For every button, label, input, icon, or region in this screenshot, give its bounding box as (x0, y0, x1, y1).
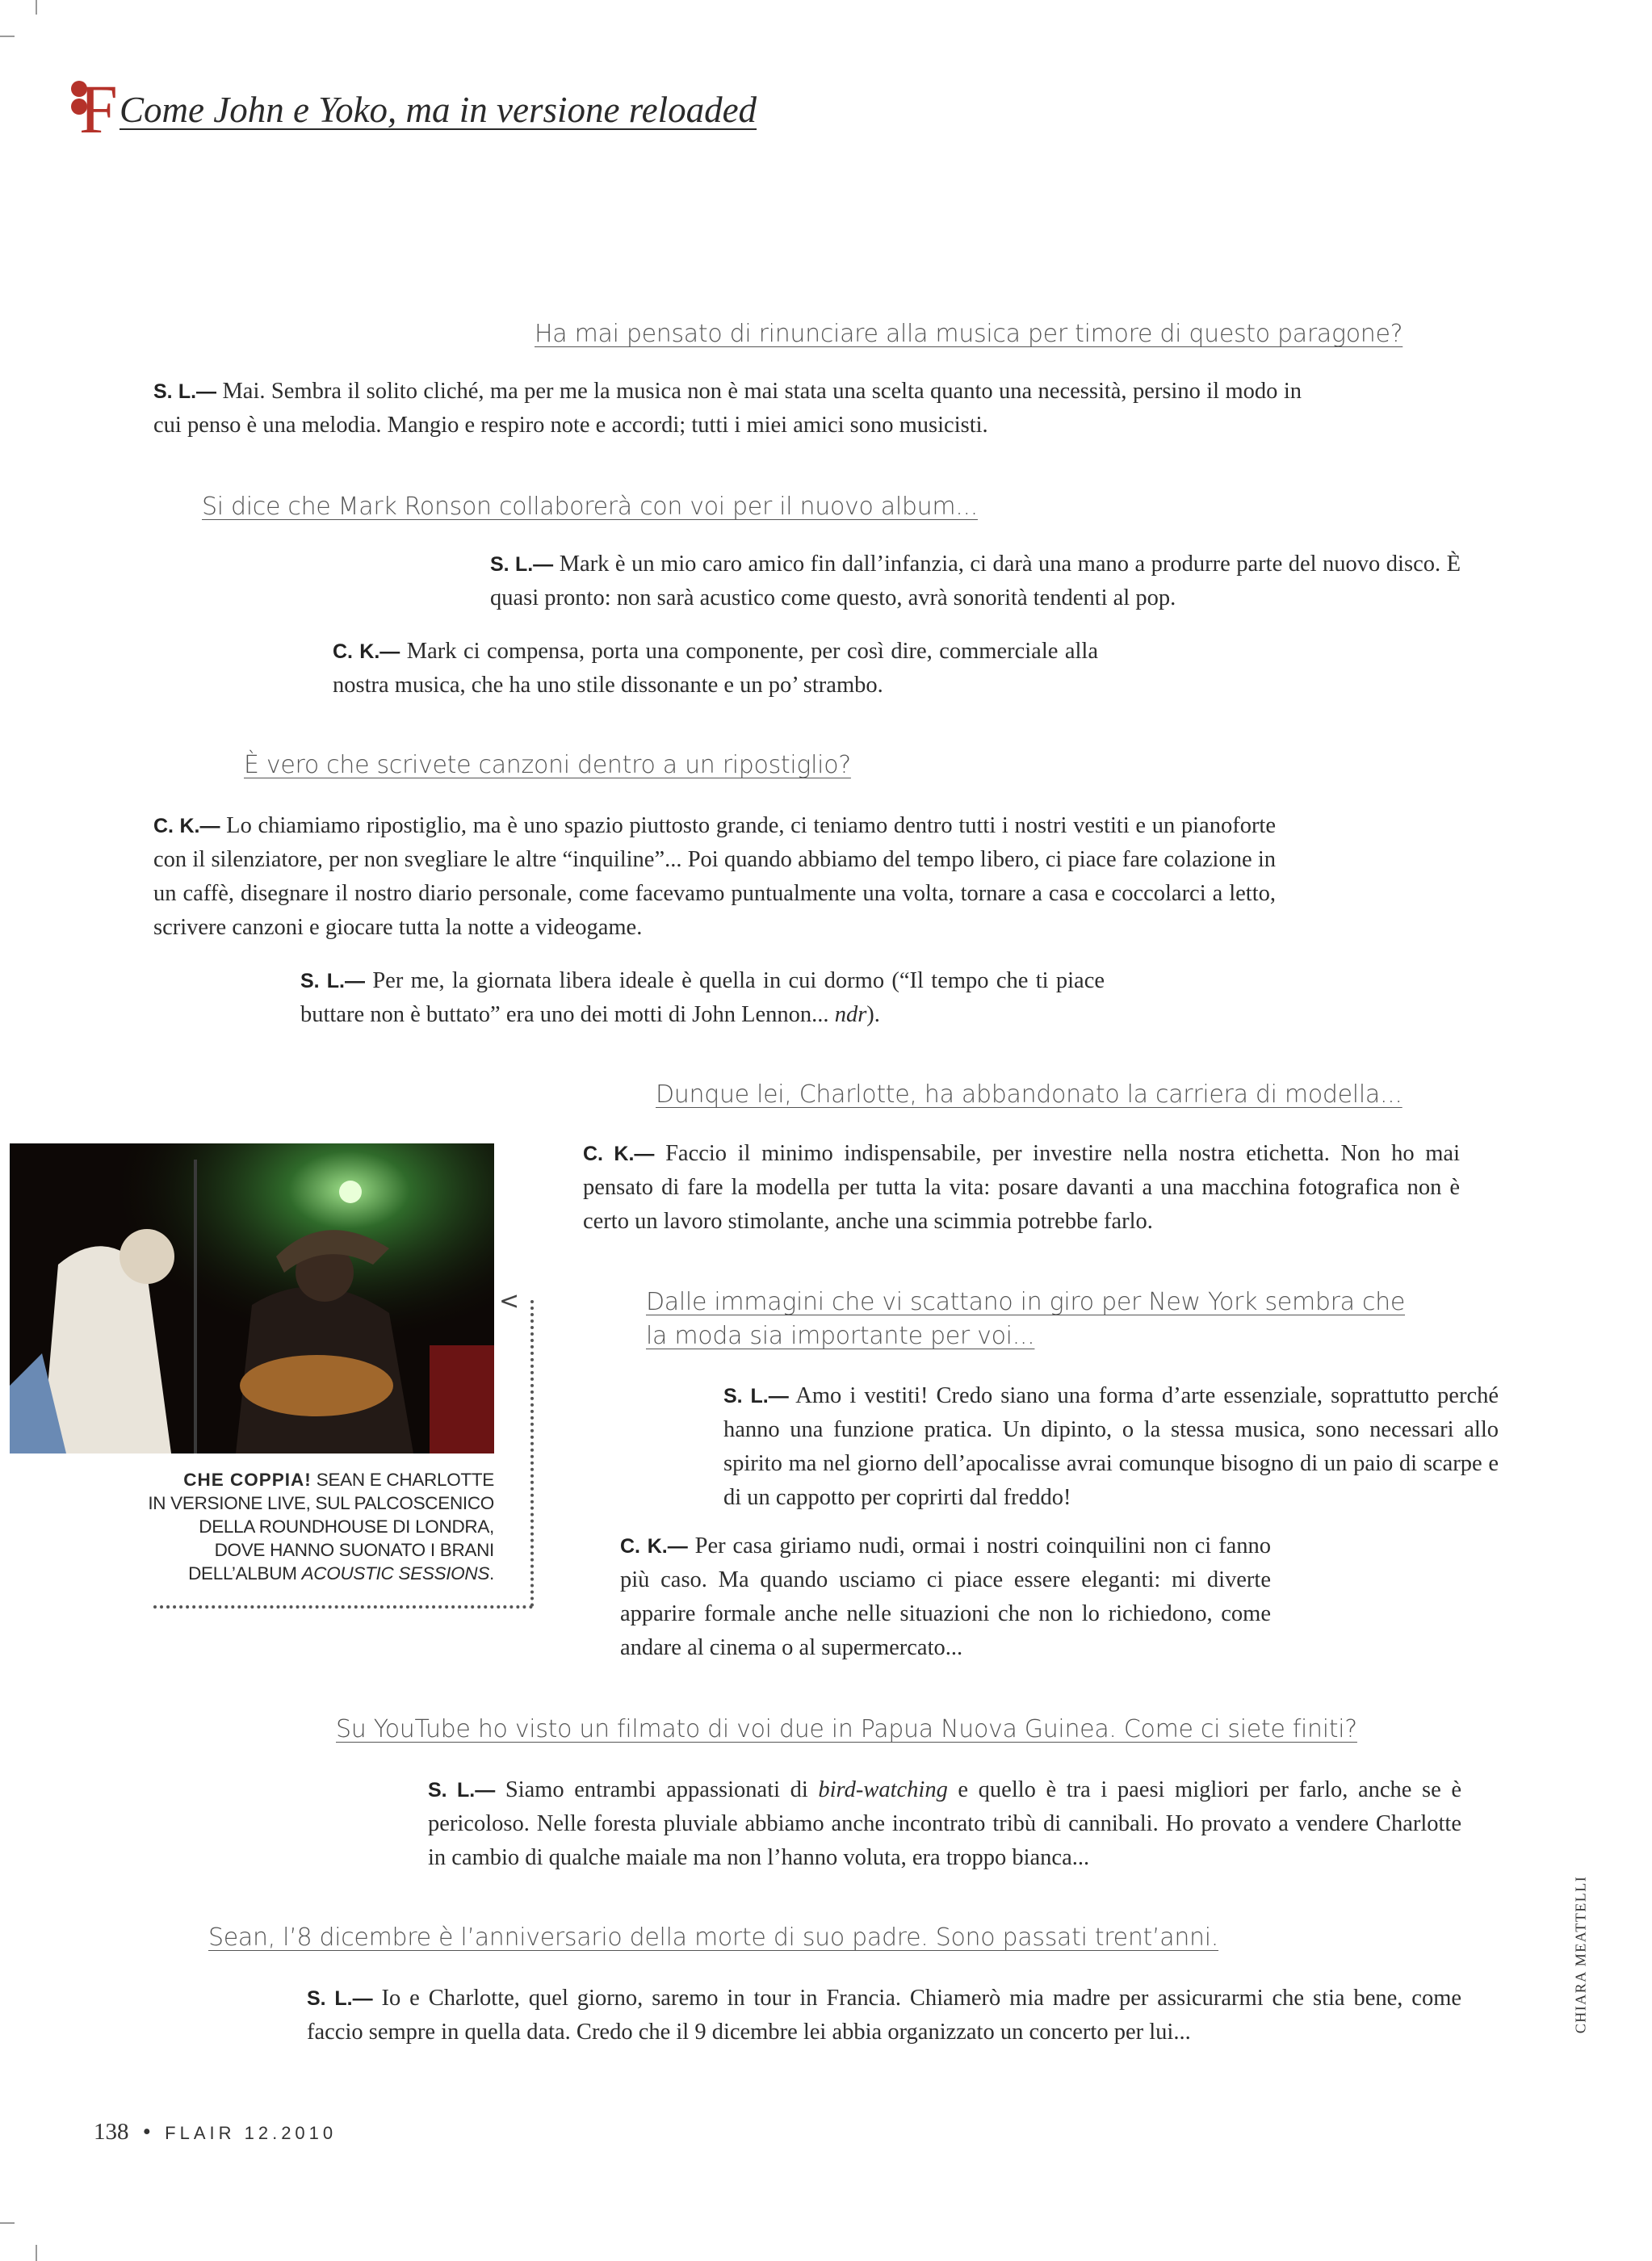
speaker-label: S. L.— (490, 553, 554, 576)
crop-mark (0, 2222, 15, 2224)
footer-bullet: • (142, 2119, 151, 2145)
photo-caption (121, 1468, 494, 1585)
answer-text: Per me, la giornata libera ideale è quella in cui dormo (“Il tempo che ti piace buttare non è buttato” era uno dei motti di John Lennon... (300, 968, 1105, 1027)
speaker-label: C. K.— (620, 1535, 688, 1558)
caption-line: DOVE HANNO SUONATO I BRANI (214, 1540, 494, 1560)
page-title: Come John e Yoko, ma in versione reloaded (119, 90, 757, 130)
caption-arrow-icon: < (499, 1287, 520, 1315)
answer-text: e quello è tra i paesi migliori per farlo, anche se è pericoloso. Nelle foresta pluviale abbiamo anche incontrato tribù di cannibali. Ho provato a vendere Charlotte in cambio di qualche maiale ma non l’hanno voluta, era troppo bianca... (428, 1777, 1461, 1870)
speaker-label: S. L.— (723, 1385, 789, 1407)
caption-album-title: ACOUSTIC SESSIONS (301, 1563, 490, 1584)
answer-text: Mark è un mio caro amico fin dall’infanzia, ci darà una mano a produrre parte del nuovo disco. È quasi pronto: non sarà acustico come questo, avrà sonorità tendenti al pop. (490, 552, 1461, 610)
photo-credit (1565, 1873, 1597, 2043)
question-5: Dalle immagini che vi scattano in giro per New York sembra che la moda sia importante per voi... (646, 1288, 1406, 1350)
caption-leader-line (153, 1605, 533, 1609)
answer-text: Faccio il minimo indispensabile, per investire nella nostra etichetta. Non ho mai pensato di fare la modella per tutta la vita: posare davanti a una macchina fotografica non è certo un lavoro stimolante, anche una scimmia potrebbe farlo. (583, 1141, 1461, 1234)
speaker-label: S. L.— (153, 380, 217, 403)
concert-photo (10, 1143, 494, 1454)
question-3: È vero che scrivete canzoni dentro a un ripostiglio? (244, 751, 851, 779)
crop-mark (0, 36, 15, 37)
page-footer (94, 2119, 337, 2146)
speaker-label: C. K.— (333, 640, 400, 663)
answer-4-ck (583, 1137, 1460, 1239)
answer-text: Per casa giriamo nudi, ormai i nostri coinquilini non ci fanno più caso. Ma quando usciamo ci piace essere eleganti: mi diverte apparire formale anche nelle situazioni che non lo richiedono, come andare al cinema o al supermercato... (620, 1533, 1271, 1660)
caption-line: . (489, 1563, 494, 1584)
concert-photo-image (10, 1143, 494, 1454)
speaker-label: S. L.— (428, 1779, 496, 1802)
crop-mark (36, 0, 37, 15)
answer-5-ck (620, 1529, 1271, 1665)
photo-credit-text: CHIARA MEATTELLI (1572, 1875, 1589, 2034)
caption-lead: CHE COPPIA! (183, 1470, 312, 1490)
question-1: Ha mai pensato di rinunciare alla musica per timore di questo paragone? (535, 320, 1403, 348)
question-2: Si dice che Mark Ronson collaborerà con voi per il nuovo album... (202, 493, 978, 521)
caption-line: IN VERSIONE LIVE, SUL PALCOSCENICO (148, 1493, 494, 1513)
speaker-label: S. L.— (307, 1987, 373, 2010)
caption-leader-line (530, 1300, 534, 1607)
speaker-label: C. K.— (153, 815, 220, 837)
answer-3-ck (153, 809, 1276, 945)
speaker-label: C. K.— (583, 1143, 655, 1165)
answer-text: ). (866, 1002, 880, 1027)
page-number: 138 (94, 2119, 129, 2145)
caption-line: DELLA ROUNDHOUSE DI LONDRA, (199, 1516, 494, 1537)
caption-line: DELL’ALBUM (188, 1563, 302, 1584)
answer-italic: bird-watching (818, 1777, 948, 1802)
answer-3-sl (300, 964, 1105, 1032)
answer-7-sl (307, 1982, 1461, 2049)
answer-text: Mark ci compensa, porta una componente, per così dire, commerciale alla nostra musica, che ha uno stile dissonante e un po’ strambo. (333, 639, 1098, 698)
answer-text: Mai. Sembra il solito cliché, ma per me la musica non è mai stata una scelta quanto una necessità, persino il modo in cui penso è una melodia. Mangio e respiro note e accordi; tutti i miei amici sono musicisti. (153, 379, 1302, 438)
answer-6-sl (428, 1773, 1461, 1875)
question-6: Su YouTube ho visto un filmato di voi due in Papua Nuova Guinea. Come ci siete finiti? (336, 1715, 1357, 1743)
speaker-label: S. L.— (300, 970, 365, 992)
answer-2-sl (490, 547, 1461, 615)
answer-italic: ndr (834, 1002, 867, 1027)
question-7: Sean, l’8 dicembre è l’anniversario della morte di suo padre. Sono passati trent’anni. (208, 1923, 1219, 1952)
caption-line: SEAN E CHARLOTTE (311, 1470, 494, 1490)
answer-text: Siamo entrambi appassionati di (505, 1777, 819, 1802)
question-4: Dunque lei, Charlotte, ha abbandonato la carriera di modella... (656, 1080, 1403, 1109)
logo-letter: F (79, 74, 118, 139)
answer-text: Io e Charlotte, quel giorno, saremo in tour in Francia. Chiamerò mia madre per assicurarmi che stia bene, come faccio sempre in quella data. Credo che il 9 dicembre lei abbia organizzato un concerto per lui... (307, 1986, 1462, 2045)
magazine-issue: FLAIR 12.2010 (165, 2123, 338, 2143)
answer-2-ck (333, 635, 1098, 703)
answer-text: Amo i vestiti! Credo siano una forma d’arte essenziale, soprattutto perché hanno una funzione pratica. Un dipinto, o la stessa musica, sono necessari allo spirito ma nel giorno dell’apocalisse avrai comunque bisogno di un paio di scarpe e di un cappotto per coprirti dal freddo! (723, 1383, 1499, 1510)
answer-5-sl (723, 1379, 1499, 1515)
answer-1 (153, 375, 1302, 443)
answer-text: Lo chiamiamo ripostiglio, ma è uno spazio piuttosto grande, ci teniamo dentro tutti i nostri vestiti e un pianoforte con il silenziatore, per non svegliare le altre “inquiline”... Poi quando abbiamo del tempo libero, ci piace fare colazione in un caffè, disegnare il nostro diario personale, come facevamo puntualmente una volta, tornare a casa e coccolarci a letto, scrivere canzoni e giocare tutta la notte a videogame. (153, 813, 1276, 940)
crop-mark (36, 2245, 37, 2261)
